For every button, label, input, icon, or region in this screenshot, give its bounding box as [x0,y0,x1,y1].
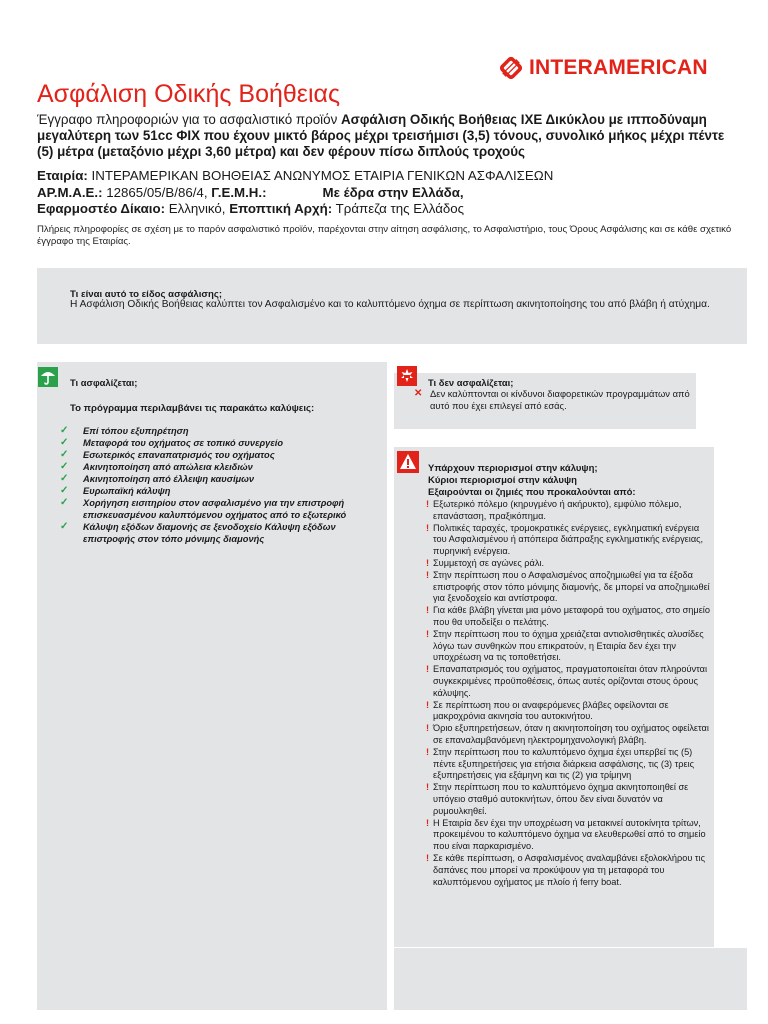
interamerican-logo-icon [499,56,523,80]
cross-icon: ✕ [414,388,423,399]
list-item: ! Σε περίπτωση που οι αναφερόμενες βλάβες οφείλονται σε μακροχρόνια ακινησία του αυτοκινήτου. [426,699,669,722]
product-description: Ασφάλιση Οδικής Βοήθειας ΙΧΕ Δικύκλου με ιπποδύναμη μεγαλύτερη των 51cc ΦΙΧ που έχουν μικτό βάρος μέχρι τρεισήμισι (3,5) τόνους, συνολικό μήκος μέχρι πέντε (5) μέτρα (μεταξόνιο μέχρι 3,60 μέτρα) και δεν φέρουν πίσω διπλούς τροχούς [37,112,725,159]
list-item: ! Πολιτικές ταραχές, τρομοκρατικές ενέργειες, εγκληματική ενέργεια του Ασφαλισμένου ή απόπειρα διάπραξης εγκληματικής ενέργειας, πυρηνική ενέργεια. [426,522,704,557]
gemi-label: Γ.Ε.Μ.Η.: [211,184,267,200]
limits-heading-question: Υπάρχουν περιορισμοί στην κάλυψη; [428,463,598,474]
list-item: ! Στην περίπτωση που ο Ασφαλισμένος αποζημιωθεί για τα έξοδα επιστροφής στον τόπο μόνιμης διαμονής, δε μπορεί να αποζημιωθεί για ξενοδοχείο και αντίστροφα. [426,569,710,604]
intro-prefix: Έγγραφο πληροφοριών για το ασφαλιστικό προϊόν [37,112,342,127]
list-item: ! Για κάθε βλάβη γίνεται μια μόνο μεταφορά του οχήματος, στο σημείο που θα υποδείξει ο πελάτης. [426,605,710,627]
limits-heading-main: Κύριοι περιορισμοί στην κάλυψη [428,474,577,486]
list-item: ✓ Κάλυψη εξόδων διαμονής σε ξενοδοχείο Κάλυψη εξόδων επιστροφής στον τόπο μόνιμης διαμονής [60,521,336,544]
bottom-panel [394,948,747,1010]
list-item: ✓ Ευρωπαϊκή κάλυψη [60,485,171,496]
exclamation-icon: ! [426,499,430,509]
checkmark-icon: ✓ [60,461,69,472]
registration-row [37,185,737,202]
exclamation-icon: ! [426,664,430,675]
list-item: ! Στην περίπτωση που το καλυπτόμενο όχημα έχει υπερβεί τις (5) πέντε εξυπηρετήσεις για ετήσια διάρκεια ασφάλισης, τις (3) τρεις εξυπηρετήσεις για εξάμηνη και τις (2) για τρίμηνη [426,746,695,781]
insured-heading: Το πρόγραμμα περιλαμβάνει τις παρακάτω καλύψεις: [70,403,315,414]
limits-heading [428,463,718,498]
insured-label: Τι ασφαλίζεται; [70,377,138,388]
exclamation-icon: ! [426,522,430,533]
not-insured-item: Δεν καλύπτονται οι κίνδυνοι διαφορετικών προγραμμάτων από αυτό που έχει επιλεγεί από εσάς. [430,388,690,411]
checkmark-icon: ✓ [60,473,69,484]
intro-paragraph [37,112,737,160]
exclamation-icon: ! [426,746,430,757]
exclamation-icon: ! [426,699,430,710]
coverage-list [60,425,360,545]
what-is-box [37,268,747,344]
list-item: ✓ Ακινητοποίηση από απώλεια κλειδιών [60,461,253,472]
authority-value: Τράπεζα της Ελλάδος [332,201,465,216]
limits-list [426,499,714,888]
exclamation-icon: ! [426,569,430,580]
list-item: ! Η Εταιρία δεν έχει την υποχρέωση να μετακινεί αυτοκίνητα τρίτων, προκειμένου το καλυπτόμενο όχημα να ελευθερωθεί από το σημείο που είναι παρκαρισμένο. [426,817,706,852]
list-item: ✓ Ακινητοποίηση από έλλειψη καυσίμων [60,473,255,484]
authority-label: Εποπτική Αρχή: [229,201,333,216]
what-is-question: Τι είναι αυτό το είδος ασφάλισης; [70,289,223,300]
checkmark-icon: ✓ [60,521,69,532]
limits-heading-exclusions: Εξαιρούνται οι ζημιές που προκαλούνται από: [428,486,636,498]
insurer-value: ΙΝΤΕΡΑΜΕΡΙΚΑΝ ΒΟΗΘΕΙΑΣ ΑΝΩΝΥΜΟΣ ΕΤΑΙΡΙΑ ΓΕΝΙΚΩΝ ΑΣΦΑΛΙΣΕΩΝ [87,168,554,183]
disclaimer-text: Πλήρεις πληροφορίες σε σχέση με το παρόν ασφαλιστικό προϊόν, παρέχονται στην αίτηση ασφάλισης, το Ασφαλιστήριο, τους Όρους Ασφάλισης και σε κάθε σχετικό έγγραφο της Εταιρίας. [37,224,732,247]
checkmark-icon: ✓ [60,425,69,436]
company-info [37,168,737,218]
list-item: ! Στην περίπτωση που το καλυπτόμενο όχημα ακινητοποιηθεί σε υπόγειο σταθμό αυτοκινήτων, όπου δεν είναι δυνατόν να ρυμουλκηθεί. [426,782,689,816]
exclamation-icon: ! [426,605,430,616]
brand-name: INTERAMERICAN [529,56,708,79]
brand-logo [499,56,708,80]
exclamation-icon: ! [426,817,430,828]
umbrella-icon [38,367,58,387]
insurer-row [37,168,737,185]
exclamation-icon: ! [426,852,430,863]
list-item: ✓ Επί τόπου εξυπηρέτηση [60,425,189,436]
checkmark-icon: ✓ [60,449,69,460]
insurer-label: Εταιρία: [37,168,88,183]
checkmark-icon: ✓ [60,437,69,448]
exclamation-icon: ! [426,782,430,793]
seat-label: Με έδρα στην Ελλάδα, [322,184,464,200]
list-item: ! Επαναπατρισμός του οχήματος, πραγματοποιείται όταν πληρούνται συγκεκριμένες προϋποθέσεις, όπως αυτές ορίζονται στους όρους κάλυψης. [426,664,707,698]
page-title: Ασφάλιση Οδικής Βοήθειας [37,80,341,108]
list-item: ! Στην περίπτωση που το όχημα χρειάζεται αντιολισθητικές αλυσίδες λόγω των συνθηκών που επικρατούν, η Εταιρία δεν έχει την υποχρέωση να τις τοποθετήσει. [426,628,704,663]
arma-value: 12865/05/Β/86/4, [102,184,212,200]
car-crash-icon [397,366,417,386]
not-insured-label: Τι δεν ασφαλίζεται; [428,377,514,388]
list-item: ! Εξωτερικό πόλεμο (κηρυγμένο ή ακήρυκτο), εμφύλιο πόλεμο, επανάσταση, πραξικόπημα. [426,499,682,521]
checkmark-icon: ✓ [60,497,69,508]
exclamation-icon: ! [426,557,430,568]
what-is-answer: Η Ασφάλιση Οδικής Βοήθειας καλύπτει τον Ασφαλισμένο και το καλυπτόμενο όχημα σε περίπτωση ακινητοποίησης του από βλάβη ή ατύχημα. [70,299,710,310]
exclamation-icon: ! [426,628,430,639]
list-item: ✓ Χορήγηση εισιτηρίου στον ασφαλισμένο για την επιστροφή επισκευασμένου καλυπτόμενου οχήματος από το εξωτερικό [60,497,347,520]
list-item: ! Σε κάθε περίπτωση, ο Ασφαλισμένος αναλαμβάνει εξολοκλήρου τις δαπάνες που μπορεί να προκύψουν για τη μεταφορά του καλυπτόμενου οχήματος με πλοίο ή ferry boat. [426,852,706,887]
list-item: ! Όριο εξυπηρετήσεων, όταν η ακινητοποίηση του οχήματος οφείλεται σε επαναλαμβανόμενη ηλεκτρομηχανολογική βλάβη. [426,723,709,745]
list-item: ✓ Εσωτερικός επαναπατρισμός του οχήματος [60,449,275,460]
warning-icon [397,451,419,473]
law-row [37,201,737,218]
arma-label: ΑΡ.Μ.Α.Ε.: [37,184,103,200]
law-label: Εφαρμοστέο Δίκαιο: [37,201,166,216]
exclamation-icon: ! [426,723,430,734]
checkmark-icon: ✓ [60,485,69,496]
law-value: Ελληνικό, [165,201,230,216]
list-item: ✓ Μεταφορά του οχήματος σε τοπικό συνεργείο [60,437,284,448]
list-item: ! Συμμετοχή σε αγώνες ράλι. [426,557,545,568]
